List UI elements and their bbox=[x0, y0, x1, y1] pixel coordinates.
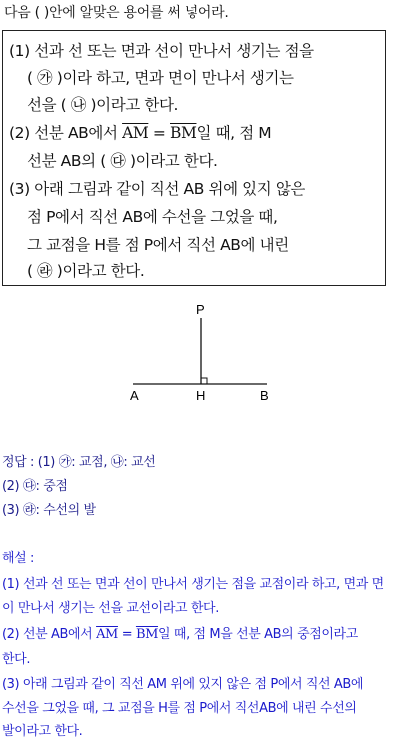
question-line-4-prefix: (2) 선분 AB에서 bbox=[9, 124, 123, 142]
question-line-4-suffix: 일 때, 점 M bbox=[196, 124, 272, 142]
explanation-equals-sign: = bbox=[117, 627, 136, 642]
question-line-2: ( ㉮ )이라 하고, 면과 면이 만나서 생기는 bbox=[27, 69, 294, 87]
explanation-line-1: (1) 선과 선 또는 면과 선이 만나서 생기는 점을 교점이라 하고, 면과 면 bbox=[2, 577, 384, 592]
explanation-segment-am: $\overline{AM}$ bbox=[96, 627, 118, 642]
label-b: B bbox=[260, 388, 269, 403]
question-box bbox=[2, 30, 386, 286]
explanation-line-5: (3) 아래 그림과 같이 직선 AM 위에 있지 않은 점 P에서 직선 AB에 bbox=[2, 677, 364, 692]
question-line-3: 선을 ( ㉯ )이라고 한다. bbox=[27, 96, 179, 114]
label-p: P bbox=[196, 302, 205, 317]
explanation-title: 해설 : bbox=[2, 551, 35, 566]
explanation-line-3-prefix: (2) 선분 AB에서 bbox=[2, 627, 97, 642]
segment-bm-overline: $\overline{BM}$ bbox=[170, 124, 197, 142]
explanation-line-7: 발이라고 한다. bbox=[2, 724, 83, 739]
question-line-8: 그 교점을 H를 점 P에서 직선 AB에 내린 bbox=[27, 236, 289, 254]
question-line-5: 선분 AB의 ( ㉰ )이라고 한다. bbox=[27, 152, 218, 170]
explanation-line-4: 한다. bbox=[2, 652, 31, 667]
right-angle-mark bbox=[201, 378, 207, 384]
answer-line-1: 정답 : (1) ㉮: 교점, ㉯: 교선 bbox=[2, 455, 156, 470]
instruction-text: 다음 ( )안에 알맞은 용어를 써 넣어라. bbox=[4, 5, 229, 21]
equals-sign: = bbox=[148, 124, 170, 142]
explanation-segment-bm: $\overline{BM}$ bbox=[135, 627, 159, 642]
answer-line-3: (3) ㉱: 수선의 발 bbox=[2, 503, 96, 518]
perpendicular-figure bbox=[0, 296, 400, 406]
answer-line-2: (2) ㉰: 중점 bbox=[2, 479, 68, 494]
label-h: H bbox=[196, 388, 206, 403]
question-line-9: ( ㉱ )이라고 한다. bbox=[27, 262, 145, 280]
label-a: A bbox=[130, 388, 139, 403]
explanation-line-3 bbox=[2, 623, 358, 642]
question-line-6: (3) 아래 그림과 같이 직선 AB 위에 있지 않은 bbox=[9, 180, 306, 198]
question-line-4 bbox=[9, 121, 271, 143]
explanation-line-2: 이 만나서 생기는 선을 교선이라고 한다. bbox=[2, 601, 219, 616]
question-line-1: (1) 선과 선 또는 면과 선이 만나서 생기는 점을 bbox=[9, 42, 314, 60]
explanation-line-6: 수선을 그었을 때, 그 교점을 H를 점 P에서 직선AB에 내린 수선의 bbox=[2, 701, 357, 716]
question-line-7: 점 P에서 직선 AB에 수선을 그었을 때, bbox=[27, 208, 278, 226]
explanation-line-3-suffix: 일 때, 점 M을 선분 AB의 중점이라고 bbox=[158, 627, 358, 642]
segment-am-overline: $\overline{AM}$ bbox=[122, 124, 149, 142]
